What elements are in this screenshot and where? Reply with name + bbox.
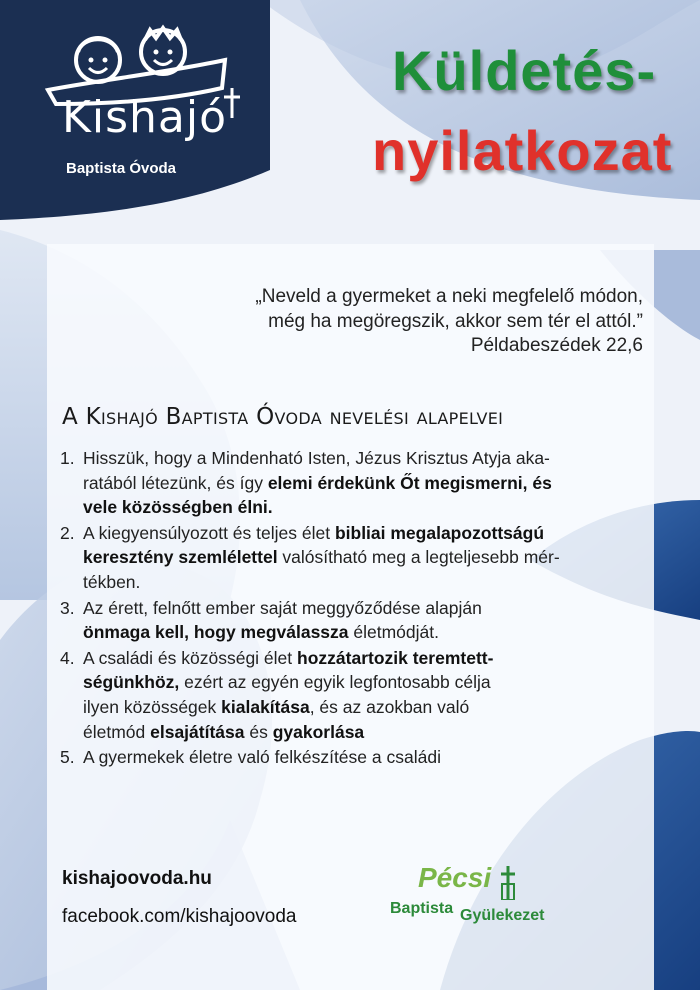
logo [0, 0, 270, 220]
principle-line [83, 695, 625, 720]
principle-number: 5. [60, 747, 75, 768]
principle-emphasis: keresztény szemlélettel [83, 547, 278, 568]
principle-emphasis: bibliai megalapozottságú [334, 522, 545, 543]
principle-text: A családi és közösségi élet [83, 647, 298, 668]
principle-emphasis: önmaga kell, hogy megválassza [83, 622, 349, 643]
church-logo [380, 862, 570, 932]
principle-emphasis: kialakítása [221, 696, 310, 717]
principle-emphasis: gyakorlása [272, 721, 365, 742]
cross-church-icon [498, 866, 518, 900]
principle-text: életmódját. [348, 622, 439, 643]
principle-emphasis: ségünkhöz, [83, 672, 180, 693]
principles-heading: A Kishajó Baptista Óvoda nevelési alapelvei [62, 404, 504, 430]
principle-item [60, 596, 625, 645]
principle-line [83, 620, 625, 645]
website-link[interactable]: kishajoovoda.hu [62, 868, 212, 889]
principle-emphasis: elemi érdekünk Őt megismerni, és [267, 472, 552, 493]
page-title-line-1: Küldetés- [392, 39, 657, 102]
principle-line [83, 670, 625, 695]
principles-list [60, 446, 625, 771]
logo-name: Kishajó [62, 92, 227, 143]
principle-number: 3. [60, 597, 75, 618]
principle-item [60, 521, 625, 595]
principle-emphasis: hozzátartozik teremtett- [297, 647, 494, 668]
principle-line [83, 646, 625, 671]
principle-text: életmód [83, 721, 151, 742]
facebook-link[interactable]: facebook.com/kishajoovoda [62, 906, 297, 927]
principle-emphasis: vele közösségben élni. [83, 497, 273, 518]
principle-text: ezért az egyén egyik legfontosabb célja [179, 672, 491, 693]
principle-text: Hisszük, hogy a Mindenható Isten, Jézus Krisztus Atyja aka- [83, 448, 550, 468]
principle-text: , és az azokban való [309, 696, 470, 717]
logo-subtitle: Baptista Óvoda [66, 160, 177, 177]
principle-number: 2. [60, 522, 75, 543]
principle-text: tékben. [83, 571, 141, 592]
principle-number: 1. [60, 448, 75, 468]
principle-text: A gyermekek életre való felkészítése a családi [83, 747, 441, 768]
principle-line [83, 521, 625, 546]
principle-line [83, 596, 625, 621]
principle-line [83, 471, 625, 496]
church-name-line-2: Baptista [390, 900, 454, 917]
principle-emphasis: elsajátítása [150, 721, 245, 742]
principle-line [83, 446, 625, 471]
principle-line [83, 495, 625, 520]
quote-source: Példabeszédek 22,6 [470, 335, 643, 356]
church-name-line-3: Gyülekezet [460, 907, 545, 924]
principle-line [83, 545, 625, 570]
principle-text: Az érett, felnőtt ember saját meggyőződése alapján [83, 597, 482, 618]
principle-item [60, 745, 625, 770]
principle-number: 4. [60, 647, 75, 668]
principle-text: A kiegyensúlyozott és teljes élet [83, 522, 335, 543]
principle-line [83, 720, 625, 745]
principle-line [83, 570, 625, 595]
quote-line: még ha megöregszik, akkor sem tér el attól.” [268, 310, 643, 332]
principle-item [60, 446, 625, 520]
quote-line: „Neveld a gyermeket a neki megfelelő módon, [255, 286, 643, 307]
principle-text: ilyen közösségek [83, 696, 222, 717]
principle-text: és [244, 721, 273, 742]
principle-text: valósítható meg a legteljesebb mér- [277, 547, 560, 568]
principle-text: ratából létezünk, és így [83, 472, 268, 493]
church-name-line-1: Pécsi [418, 862, 492, 893]
bible-quote [255, 285, 643, 359]
principle-line [83, 745, 625, 770]
principle-item [60, 646, 625, 744]
page-title-line-2: nyilatkozat [372, 119, 673, 182]
